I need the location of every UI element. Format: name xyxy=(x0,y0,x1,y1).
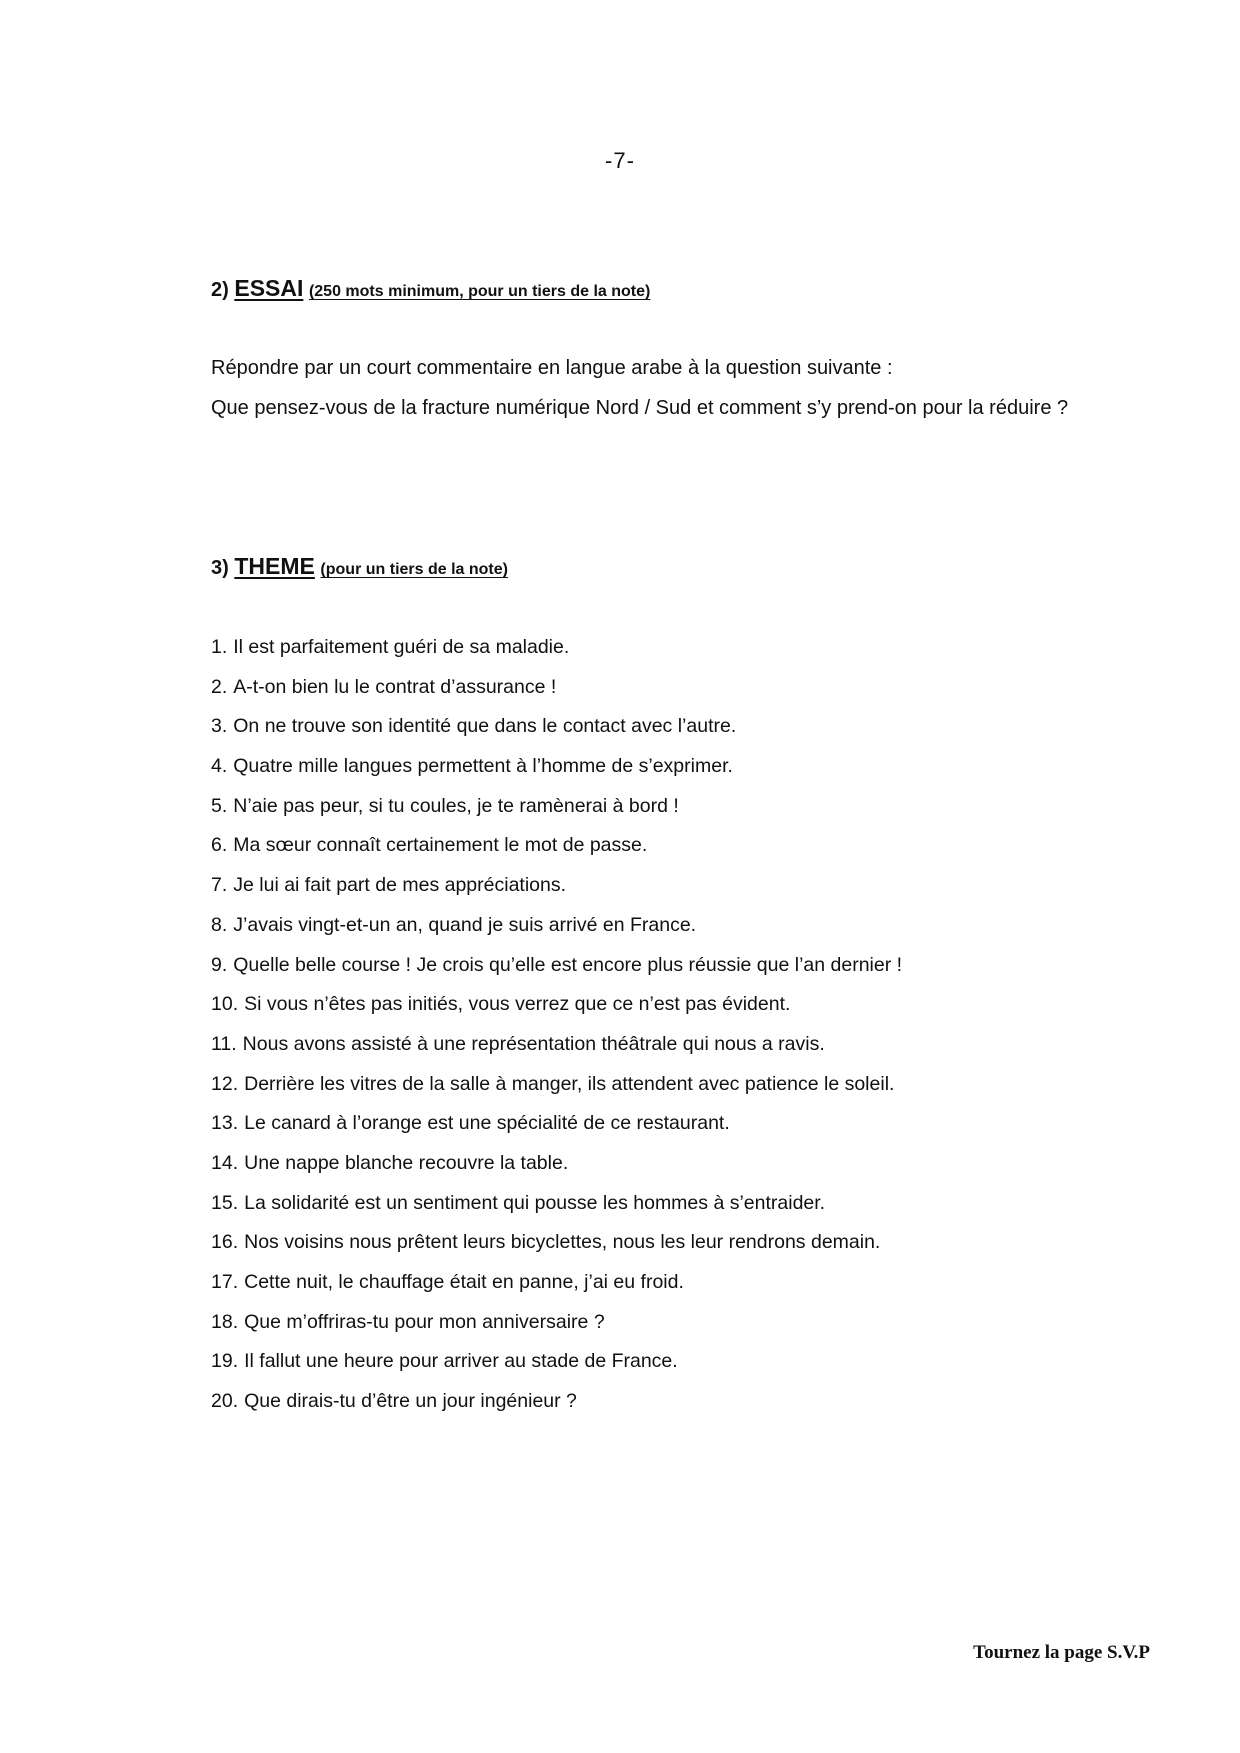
sentence-item: 14. Une nappe blanche recouvre la table. xyxy=(211,1151,569,1174)
sentence-item: 3. On ne trouve son identité que dans le contact avec l’autre. xyxy=(211,715,737,738)
sentence-item: 8. J’avais vingt-et-un an, quand je suis arrivé en France. xyxy=(211,913,697,936)
theme-section-heading xyxy=(211,553,508,580)
essay-instructions xyxy=(211,348,1111,428)
sentence-item: 10. Si vous n’êtes pas initiés, vous verrez que ce n’est pas évident. xyxy=(211,993,791,1016)
essay-section-number: 2) xyxy=(211,279,229,301)
essay-instruction-text: Répondre par un court commentaire en langue arabe à la question suivante : xyxy=(211,357,893,379)
sentence-item: 11. Nous avons assisté à une représentation théâtrale qui nous a ravis. xyxy=(211,1032,825,1055)
theme-sentence-list xyxy=(211,628,1111,1422)
sentence-item: 9. Quelle belle course ! Je crois qu’elle est encore plus réussie que l’an dernier ! xyxy=(211,953,903,976)
sentence-item: 4. Quatre mille langues permettent à l’homme de s’exprimer. xyxy=(211,755,733,778)
sentence-item: 5. N’aie pas peur, si tu coules, je te ramènerai à bord ! xyxy=(211,794,679,817)
sentence-item: 20. Que dirais-tu d’être un jour ingénieur ? xyxy=(211,1390,577,1413)
sentence-item: 16. Nos voisins nous prêtent leurs bicyclettes, nous les leur rendrons demain. xyxy=(211,1231,881,1254)
sentence-item: 6. Ma sœur connaît certainement le mot de passe. xyxy=(211,834,648,857)
theme-section-number: 3) xyxy=(211,557,229,579)
sentence-item: 7. Je lui ai fait part de mes appréciations. xyxy=(211,874,567,897)
sentence-item: 15. La solidarité est un sentiment qui pousse les hommes à s’entraider. xyxy=(211,1191,826,1214)
essay-section-subtitle: (250 mots minimum, pour un tiers de la note) xyxy=(308,283,651,300)
sentence-item: 18. Que m’offriras-tu pour mon anniversaire ? xyxy=(211,1310,605,1333)
sentence-item: 17. Cette nuit, le chauffage était en panne, j’ai eu froid. xyxy=(211,1271,684,1293)
essay-section-heading xyxy=(211,275,650,302)
page-number: -7- xyxy=(605,148,635,173)
turn-page-note: Tournez la page S.V.P xyxy=(973,1642,1150,1663)
sentence-item: 12. Derrière les vitres de la salle à manger, ils attendent avec patience le soleil. xyxy=(211,1072,895,1095)
essay-section-title: ESSAI xyxy=(234,275,304,301)
theme-section-title: THEME xyxy=(234,553,315,579)
theme-section-subtitle: (pour un tiers de la note) xyxy=(320,561,508,578)
sentence-item: 13. Le canard à l’orange est une spécialité de ce restaurant. xyxy=(211,1112,730,1135)
sentence-item: 1. Il est parfaitement guéri de sa maladie. xyxy=(211,636,570,658)
sentence-item: 2. A-t-on bien lu le contrat d’assurance ! xyxy=(211,675,557,698)
essay-question-text: Que pensez-vous de la fracture numérique Nord / Sud et comment s’y prend-on pour la réduire ? xyxy=(211,397,1069,419)
sentence-item: 19. Il fallut une heure pour arriver au stade de France. xyxy=(211,1350,678,1373)
